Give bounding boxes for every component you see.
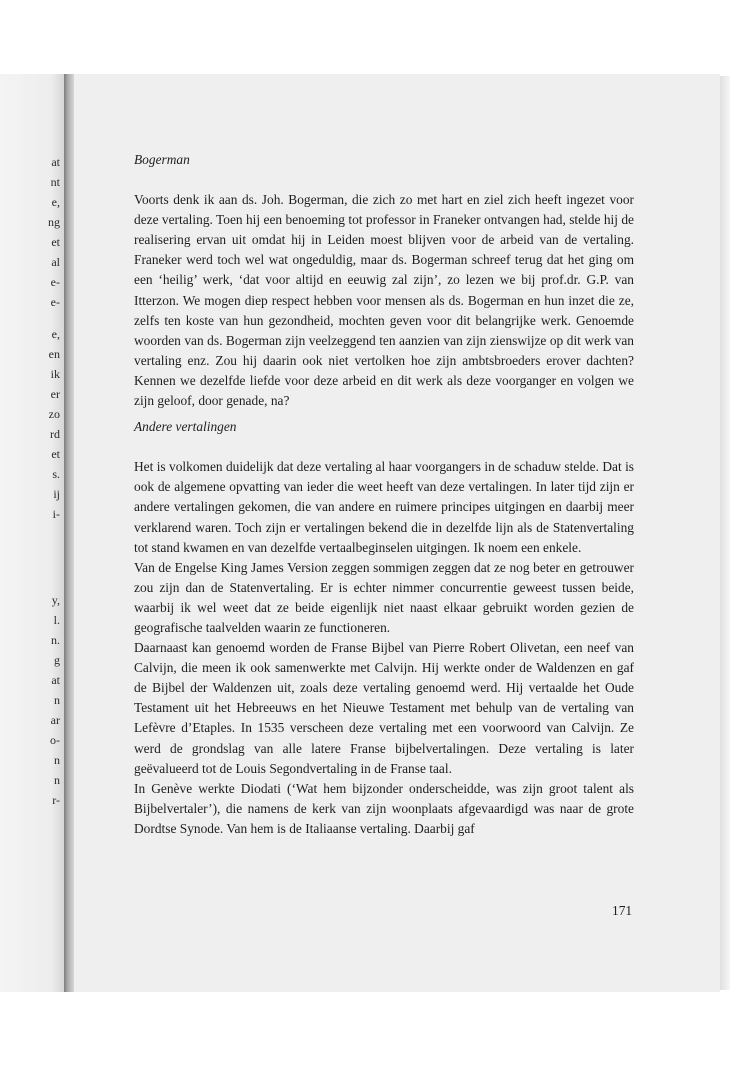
left-page-fragment: e, (51, 195, 60, 209)
left-page-fragment: i- (52, 507, 60, 521)
left-page-fragment: n (54, 693, 60, 707)
left-page-fragment: en (48, 347, 60, 361)
left-page-fragment: at (51, 155, 60, 169)
left-page-fragment: n (54, 753, 60, 767)
left-page-fragment: o- (50, 733, 60, 747)
left-page-fragment: g (54, 653, 60, 667)
left-page-fragment: l. (53, 613, 60, 627)
paragraph: Van de Engelse King James Version zeggen sommigen zeggen dat ze nog beter en getrouwer zou zijn dan de Statenvertaling. Er is echter nimmer concurrentie geweest tussen beide, waarbij ik wel weet dat ze beide eigenlijk niet naast elkaar gebruikt worden gezien de geografische taalvelden waarin ze functioneren. (134, 559, 634, 635)
page-edge-shadow (720, 76, 730, 990)
left-page-fragment: al (51, 255, 60, 269)
left-page-fragment: r- (52, 793, 60, 807)
left-page-fragment: rd (50, 427, 60, 441)
left-page-edge (0, 74, 64, 992)
left-page-fragment: n (54, 773, 60, 787)
left-page-fragment: ng (48, 215, 60, 229)
page-number: 171 (612, 903, 633, 918)
paragraph: Het is volkomen duidelijk dat deze vertaling al haar voorgangers in de schaduw stelde. Dat is ook de algemene opvatting van ieder die weet heeft van deze vertalingen. In later tijd zijn er andere vertalingen gekomen, die van andere en ruimere principes uitgingen en daarbij meer verklarend waren. Toch zijn er vertalingen bekend die in dezelfde lijn als de Statenvertaling tot stand kwamen en van dezelfde vertaalbeginselen uitgingen. Ik noem een enkele. (134, 459, 634, 555)
left-page-fragment: e- (50, 275, 60, 289)
paragraph: Voorts denk ik aan ds. Joh. Bogerman, die zich zo met hart en ziel zich heeft ingezet voor deze vertaling. Toen hij een benoeming tot professor in Franeker ontvangen had, stelde hij de realisering ervan uit omdat hij in Leiden moest blijven voor de arbeid van de vertaling. Franeker werd toch wel wat ongeduldig, maar ds. Bogerman schreef terug dat het ging om een ‘heilig’ werk, ‘dat voor altijd en eeuwig zal zijn’, zo lezen we bij prof.dr. G.P. van Itterzon. We mogen diep respect hebben voor mensen als ds. Bogerman en hun inzet die ze, zelfs ten koste van hun gezondheid, mochten geven voor dit belangrijke werk. Genoemde woorden van ds. Bogerman zijn veelzeggend ten aanzien van zijn zienswijze op dit werk van vertaling enz. Zou hij daarin ook niet vertolken hoe zijn ambtsbroeders erover dachten? Kennen we dezelfde liefde voor deze arbeid en dit werk als deze voorganger en volgen we zijn geloof, door genade, na? (134, 192, 634, 409)
left-page-fragment: ik (50, 367, 60, 381)
section-heading: Bogerman (134, 152, 190, 167)
left-page-fragment: zo (48, 407, 60, 421)
book-gutter (64, 74, 74, 992)
left-page-fragment: ar (50, 713, 60, 727)
left-page-fragment: ij (53, 487, 60, 501)
left-page-fragment: e- (50, 295, 60, 309)
left-page-fragment: et (51, 447, 60, 461)
left-page-fragment: e, (51, 327, 60, 341)
left-page-fragment: s. (52, 467, 60, 481)
left-page-fragment: er (50, 387, 60, 401)
paragraph: In Genève werkte Diodati (‘Wat hem bijzonder onderscheidde, was zijn groot talent als Bijbelvertaler’), die namens de kerk van zijn woonplaats afgevaardigd was naar de grote Dordtse Synode. Van hem is de Italiaanse vertaling. Daarbij gaf (134, 780, 634, 836)
left-page-fragment: et (51, 235, 60, 249)
left-page-fragment: at (51, 673, 60, 687)
left-page-fragment: y, (51, 593, 60, 607)
section-heading: Andere vertalingen (134, 419, 237, 435)
body-text (134, 150, 634, 839)
paragraph: Daarnaast kan genoemd worden de Franse Bijbel van Pierre Robert Olivetan, een neef van Calvijn, die meen ik ook samenwerkte met Calvijn. Hij werkte onder de Waldenzen en gaf de Bijbel der Waldenzen uit, zoals deze vertaling genoemd werd. Hij vertaalde het Oude Testament uit het Hebreeuws en het Nieuwe Testament met behulp van de vertaling van Lefèvre d’Etaples. In 1535 verscheen deze vertaling met een voorwoord van Calvijn. Ze werd de grondslag van alle latere Franse bijbelvertalingen. Deze vertaling is later geëvalueerd tot de Louis Segondvertaling in de Franse taal. (134, 640, 634, 776)
left-page-fragment: nt (50, 175, 60, 189)
left-page-fragment: n. (51, 633, 60, 647)
